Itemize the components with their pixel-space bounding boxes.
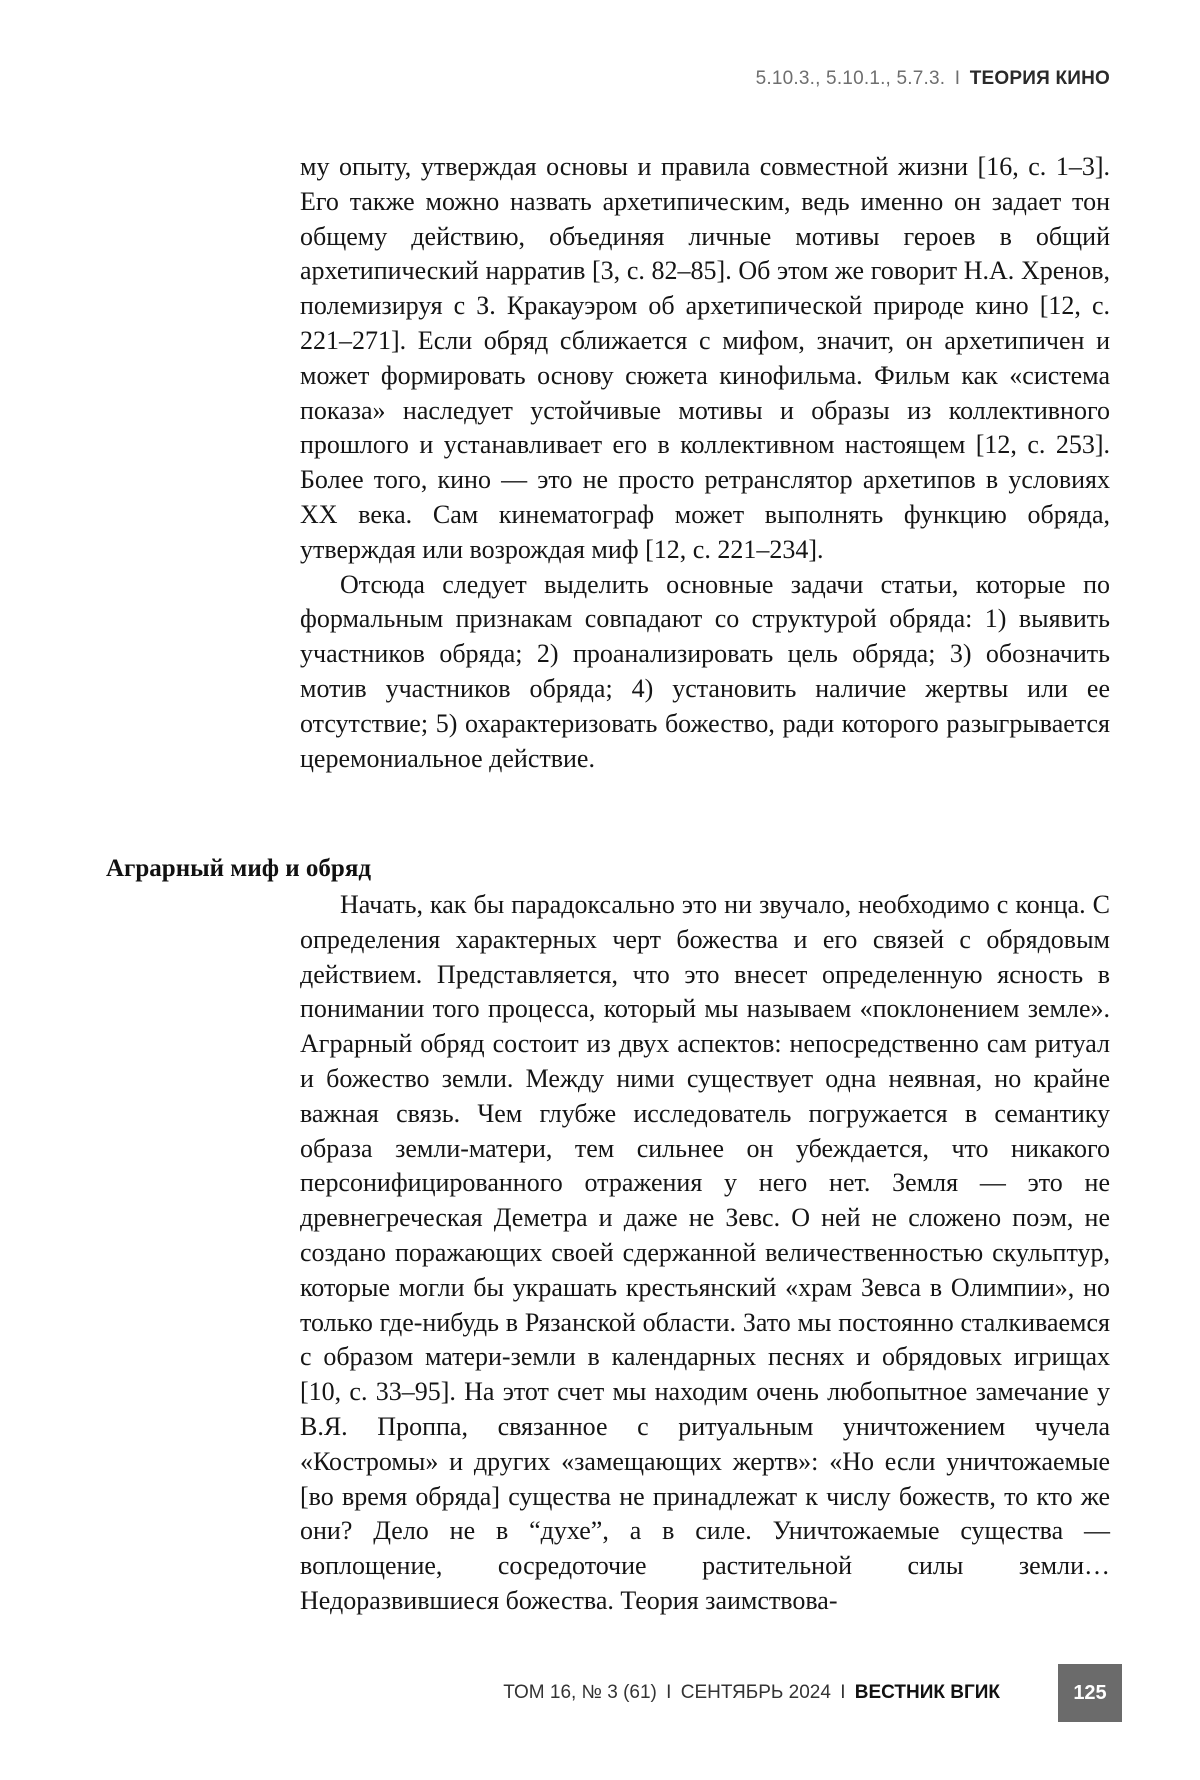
footer-date: СЕНТЯБРЬ 2024	[680, 1682, 831, 1703]
page-number: 125	[1058, 1664, 1122, 1722]
section-heading: Аграрный миф и обряд	[106, 855, 372, 882]
running-header	[756, 68, 1110, 90]
footer-separator-1: I	[666, 1682, 672, 1703]
footer-issue: ТОМ 16, № 3 (61)	[503, 1682, 657, 1703]
footer-journal-title: ВЕСТНИК ВГИК	[854, 1682, 1000, 1703]
paragraph-2: Отсюда следует выделить основные задачи статьи, которые по формальным признакам совпадают со структурой обряда: 1) выявить участников обряда; 2) проанализировать цель обряда; 3) обозначить мотив участников обряда; 4) установить наличие жертвы или ее отсутствие; 5) охарактеризовать божество, ради которого разыгрывается церемониальное действие.	[300, 569, 1110, 773]
footer-separator-2: I	[840, 1682, 846, 1703]
header-subject-codes: 5.10.3., 5.10.1., 5.7.3.	[755, 68, 946, 89]
body-text-block-2	[300, 888, 1110, 1619]
page-footer	[503, 1682, 1000, 1704]
paragraph-3: Начать, как бы парадоксально это ни звучало, необходимо с конца. С определения характерных черт божества и его связей с обрядовым действием. Представляется, что это внесет определенную ясность в понимании того процесса, который мы называем «поклонением земле». Аграрный обряд состоит из двух аспектов: непосредственно сам ритуал и божество земли. Между ними существует одна неявная, но крайне важная связь. Чем глубже исследователь погружается в семантику образа земли-матери, тем сильнее он убеждается, что никакого персонифицированного отражения у него нет. Земля — это не древнегреческая Деметра и даже не Зевс. О ней не сложено поэм, не создано поражающих своей сдержанной величественностью скульптур, которые могли бы украшать крестьянский «храм Зевса в Олимпии», но только где-нибудь в Рязанской области. Зато мы постоянно сталкиваемся с образом матери-земли в календарных песнях и обрядовых игрищах [10, с. 33–95]. На этот счет мы находим очень любопытное замечание у В.Я. Проппа, связанное с ритуальным уничтожением чучела «Костромы» и других «замещающих жертв»: «Но если уничтожаемые [во время обряда] существа не принадлежат к числу божеств, то кто же они? Дело не в “духе”, а в силе. Уничтожаемые существа — воплощение, сосредоточие растительной силы земли… Недоразвившиеся божества. Теория заимствова-	[300, 890, 1110, 1615]
body-text-block-1	[300, 150, 1110, 776]
header-separator: I	[954, 68, 961, 89]
header-section-title: ТЕОРИЯ КИНО	[969, 68, 1110, 89]
paragraph-1: му опыту, утверждая основы и правила совместной жизни [16, с. 1–3]. Его также можно назвать архетипическим, ведь именно он задает тон общему действию, объединяя личные мотивы героев в общий архетипический нарратив [3, с. 82–85]. Об этом же говорит Н.А. Хренов, полемизируя с З. Кракауэром об архетипической природе кино [12, с. 221–271]. Если обряд сближается с мифом, значит, он архетипичен и может формировать основу сюжета кинофильма. Фильм как «система показа» наследует устойчивые мотивы и образы из коллективного прошлого и устанавливает его в коллективном настоящем [12, с. 253]. Более того, кино — это не просто ретранслятор архетипов в условиях XX века. Сам кинематограф может выполнять функцию обряда, утверждая или возрождая миф [12, с. 221–234].	[300, 152, 1110, 564]
